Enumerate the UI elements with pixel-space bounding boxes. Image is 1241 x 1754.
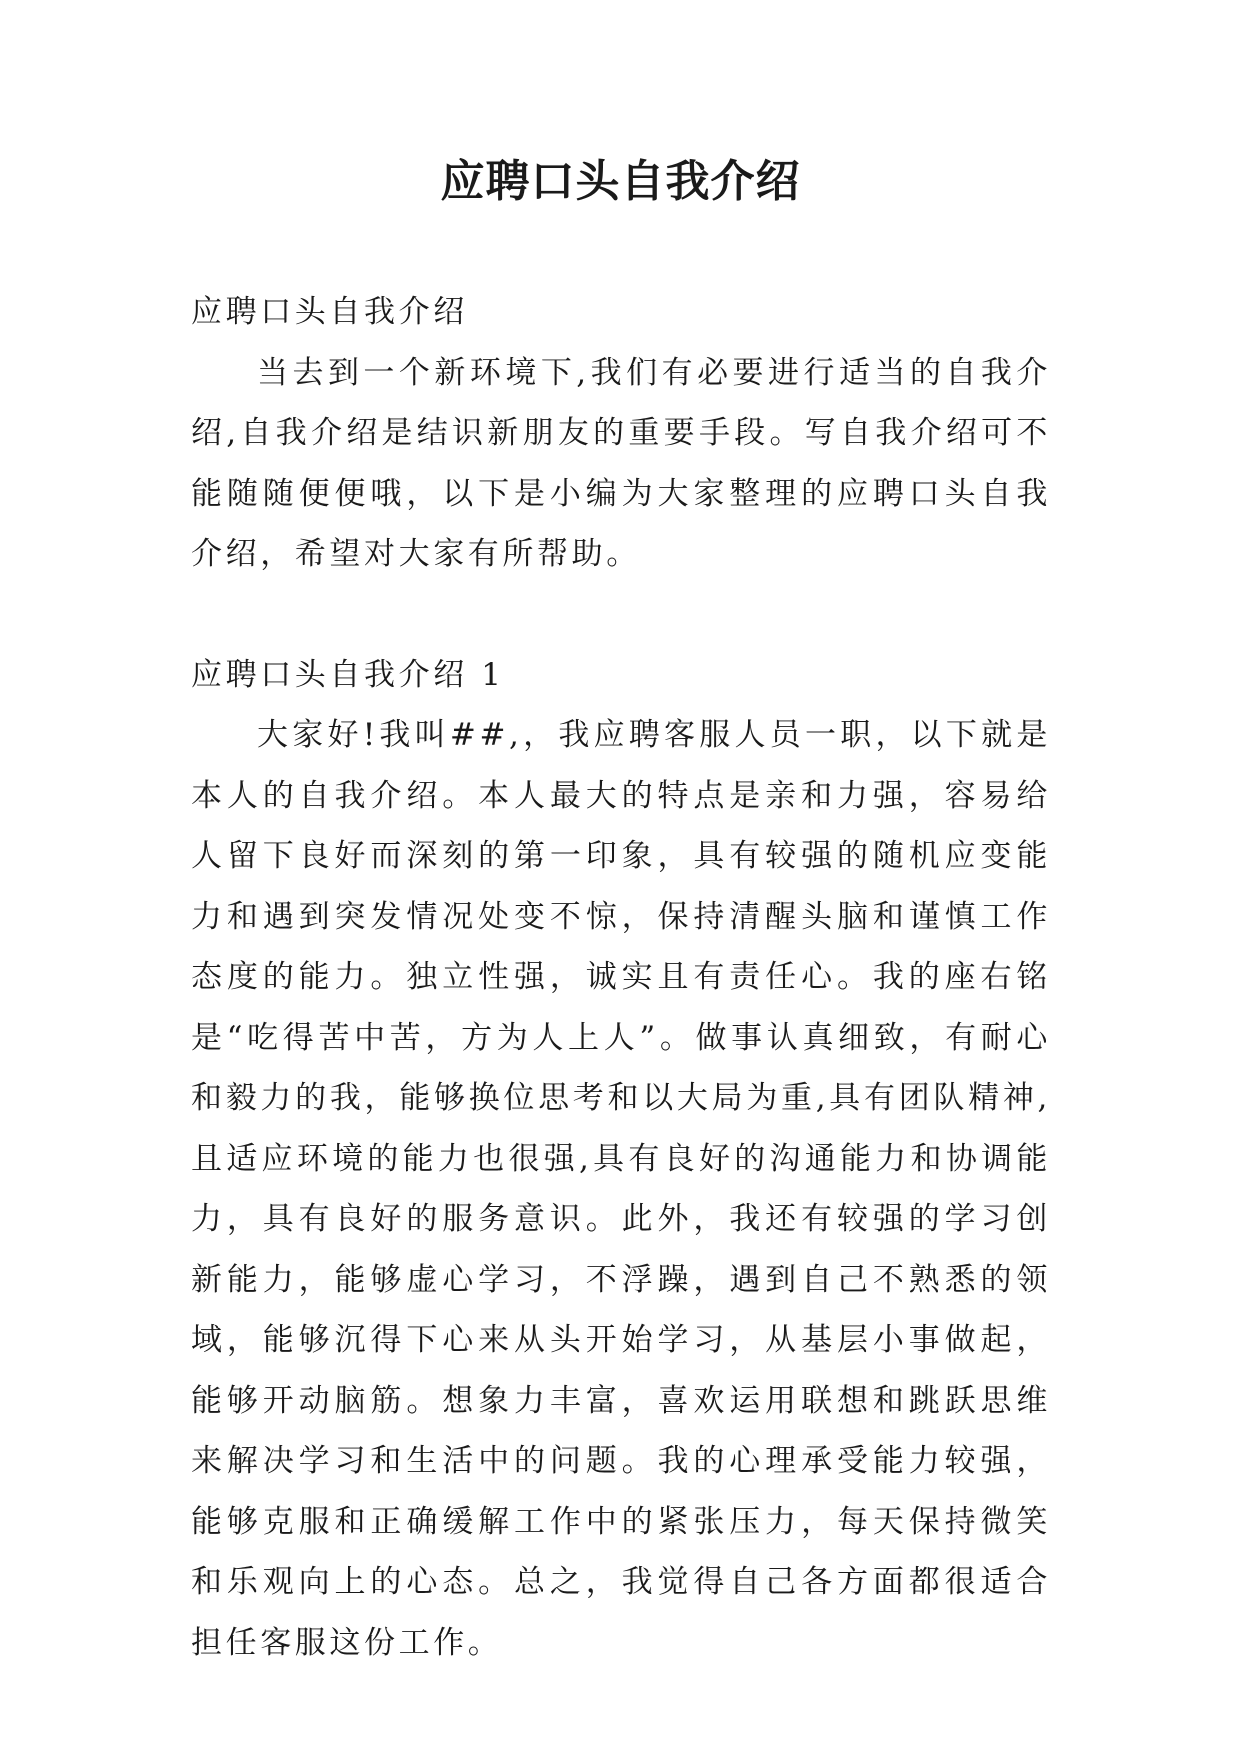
section-divider-space xyxy=(191,585,1051,645)
section-1-paragraph: 大家好!我叫##,，我应聘客服人员一职，以下就是本人的自我介绍。本人最大的特点是亲和力强，容易给人留下良好而深刻的第一印象，具有较强的随机应变能力和遇到突发情况处变不惊，保持清醒头脑和谨慎工作态度的能力。独立性强，诚实且有责任心。我的座右铭是“吃得苦中苦，方为人上人”。做事认真细致，有耐心和毅力的我，能够换位思考和以大局为重,具有团队精神,且适应环境的能力也很强,具有良好的沟通能力和协调能力，具有良好的服务意识。此外，我还有较强的学习创新能力，能够虚心学习，不浮躁，遇到自己不熟悉的领域，能够沉得下心来从头开始学习，从基层小事做起，能够开动脑筋。想象力丰富，喜欢运用联想和跳跃思维来解决学习和生活中的问题。我的心理承受能力较强，能够克服和正确缓解工作中的紧张压力，每天保持微笑和乐观向上的心态。总之，我觉得自己各方面都很适合担任客服这份工作。 xyxy=(191,717,1051,1661)
intro-section-heading: 应聘口头自我介绍 xyxy=(191,294,468,330)
intro-paragraph: 当去到一个新环境下,我们有必要进行适当的自我介绍,自我介绍是结识新朋友的重要手段。写自我介绍可不能随随便便哦，以下是小编为大家整理的应聘口头自我介绍，希望对大家有所帮助。 xyxy=(191,354,1051,572)
document-body xyxy=(191,282,1051,1673)
document-title: 应聘口头自我介绍 xyxy=(440,156,801,207)
section-1-heading: 应聘口头自我介绍 1 xyxy=(191,656,505,693)
